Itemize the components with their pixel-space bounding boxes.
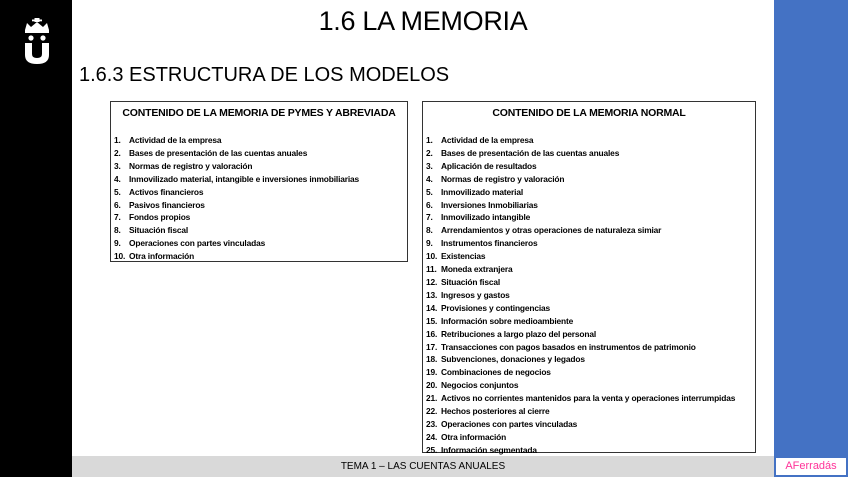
list-item-number: 25. — [426, 444, 438, 455]
list-item-text: Ingresos y gastos — [441, 289, 510, 300]
list-item — [114, 160, 407, 173]
list-item-text: Activos no corrientes mantenidos para la venta y operaciones interrumpidas — [441, 393, 736, 404]
list-item — [426, 173, 755, 186]
list-item — [426, 418, 755, 431]
list-item-number: 6. — [114, 199, 121, 210]
list-item-number: 8. — [114, 225, 121, 236]
list-item-text: Inmovilizado material, intangible e inversiones inmobiliarias — [129, 173, 360, 184]
list-item-text: Pasivos financieros — [129, 199, 205, 210]
list-item-number: 2. — [114, 147, 121, 158]
list-item-number: 5. — [426, 186, 433, 197]
list-item-number: 23. — [426, 418, 438, 429]
list-item-number: 12. — [426, 276, 438, 287]
list-item — [426, 224, 755, 237]
list-item-text: Bases de presentación de las cuentas anuales — [441, 147, 620, 158]
list-item-number: 4. — [114, 173, 121, 184]
list-item — [114, 250, 407, 263]
list-item — [426, 160, 755, 173]
list-item — [426, 379, 755, 392]
list-item — [426, 199, 755, 212]
university-crown-u-logo-icon — [22, 18, 52, 64]
list-item — [426, 366, 755, 379]
list-item-number: 9. — [114, 238, 121, 249]
list-item-text: Situación fiscal — [441, 276, 501, 287]
list-item-text: Operaciones con partes vinculadas — [441, 418, 578, 429]
list-item-number: 19. — [426, 367, 438, 378]
list-item-number: 18. — [426, 354, 438, 365]
list-item-number: 10. — [114, 251, 126, 262]
list-item — [426, 289, 755, 302]
list-item-text: Normas de registro y valoración — [129, 160, 253, 171]
brand-badge: AFerradás — [776, 458, 846, 475]
list-item-number: 17. — [426, 341, 438, 352]
list-item-number: 20. — [426, 380, 438, 391]
list-item-text: Bases de presentación de las cuentas anuales — [129, 147, 308, 158]
list-item-number: 10. — [426, 251, 438, 262]
list-item — [114, 237, 407, 250]
list-item — [426, 134, 755, 147]
list-item-text: Normas de registro y valoración — [441, 173, 565, 184]
list-item — [426, 405, 755, 418]
list-item-number: 24. — [426, 431, 438, 442]
list-item-text: Información sobre medioambiente — [441, 315, 574, 326]
list-item-text: Provisiones y contingencias — [441, 302, 551, 313]
list-item-text: Existencias — [441, 251, 486, 262]
list-item-number: 1. — [114, 135, 121, 145]
normal-list — [423, 134, 755, 457]
list-item-text: Información segmentada — [441, 444, 537, 455]
list-item — [426, 263, 755, 276]
list-item-number: 22. — [426, 406, 438, 417]
list-item-text: Hechos posteriores al cierre — [441, 406, 550, 417]
list-item-text: Subvenciones, donaciones y legados — [441, 354, 585, 365]
list-item-text: Otra información — [129, 251, 195, 262]
list-item-number: 5. — [114, 186, 121, 197]
list-item-number: 16. — [426, 328, 438, 339]
list-item-number: 9. — [426, 238, 433, 249]
list-item-text: Actividad de la empresa — [441, 135, 534, 145]
list-item — [426, 237, 755, 250]
list-item-text: Retribuciones a largo plazo del personal — [441, 328, 597, 339]
list-item — [114, 134, 407, 147]
left-bar — [0, 0, 72, 477]
list-item — [426, 328, 755, 341]
list-item-text: Negocios conjuntos — [441, 380, 519, 391]
list-item — [426, 315, 755, 328]
pymes-content-box — [110, 101, 408, 262]
list-item-number: 2. — [426, 147, 433, 158]
list-item — [426, 211, 755, 224]
pymes-box-title: CONTENIDO DE LA MEMORIA DE PYMES Y ABREVIADA — [122, 107, 396, 119]
list-item — [114, 211, 407, 224]
list-item-number: 1. — [426, 135, 433, 145]
normal-box-title: CONTENIDO DE LA MEMORIA NORMAL — [492, 107, 686, 119]
list-item — [114, 147, 407, 160]
list-item-text: Otra información — [441, 431, 507, 442]
list-item-text: Moneda extranjera — [441, 264, 513, 275]
normal-content-box — [422, 101, 756, 453]
list-item — [426, 250, 755, 263]
list-item-number: 11. — [426, 264, 437, 275]
list-item — [426, 392, 755, 405]
footer-bar — [72, 456, 774, 477]
list-item-number: 14. — [426, 302, 438, 313]
list-item — [426, 276, 755, 289]
right-accent-bar — [774, 0, 848, 477]
list-item — [426, 444, 755, 457]
list-item — [114, 186, 407, 199]
list-item-text: Instrumentos financieros — [441, 238, 538, 249]
list-item — [426, 147, 755, 160]
slide-title: 1.6 LA MEMORIA — [318, 6, 528, 36]
list-item-number: 13. — [426, 289, 438, 300]
list-item-number: 4. — [426, 173, 433, 184]
list-item-text: Inmovilizado material — [441, 186, 524, 197]
list-item — [114, 224, 407, 237]
footer-text: TEMA 1 – LAS CUENTAS ANUALES — [340, 461, 506, 472]
list-item — [426, 431, 755, 444]
list-item-text: Actividad de la empresa — [129, 135, 222, 145]
list-item-number: 8. — [426, 225, 433, 236]
list-item-text: Activos financieros — [129, 186, 204, 197]
list-item-number: 21. — [426, 393, 438, 404]
list-item-text: Inmovilizado intangible — [441, 212, 531, 223]
list-item-number: 7. — [426, 212, 433, 223]
list-item-text: Combinaciones de negocios — [441, 367, 551, 378]
list-item — [426, 302, 755, 315]
list-item-number: 7. — [114, 212, 121, 223]
pymes-list — [111, 134, 407, 263]
list-item — [114, 173, 407, 186]
list-item — [426, 353, 755, 366]
list-item-number: 3. — [426, 160, 433, 171]
list-item — [426, 186, 755, 199]
list-item — [426, 341, 755, 354]
list-item-number: 15. — [426, 315, 438, 326]
list-item-text: Aplicación de resultados — [441, 160, 537, 171]
list-item-text: Arrendamientos y otras operaciones de naturaleza simiar — [441, 225, 662, 236]
list-item-number: 6. — [426, 199, 433, 210]
list-item — [114, 199, 407, 212]
list-item-text: Situación fiscal — [129, 225, 189, 236]
list-item-text: Fondos propios — [129, 212, 191, 223]
slide-subtitle: 1.6.3 ESTRUCTURA DE LOS MODELOS — [79, 64, 450, 86]
list-item-number: 3. — [114, 160, 121, 171]
list-item-text: Transacciones con pagos basados en instrumentos de patrimonio — [441, 341, 696, 352]
list-item-text: Operaciones con partes vinculadas — [129, 238, 266, 249]
list-item-text: Inversiones Inmobiliarias — [441, 199, 538, 210]
